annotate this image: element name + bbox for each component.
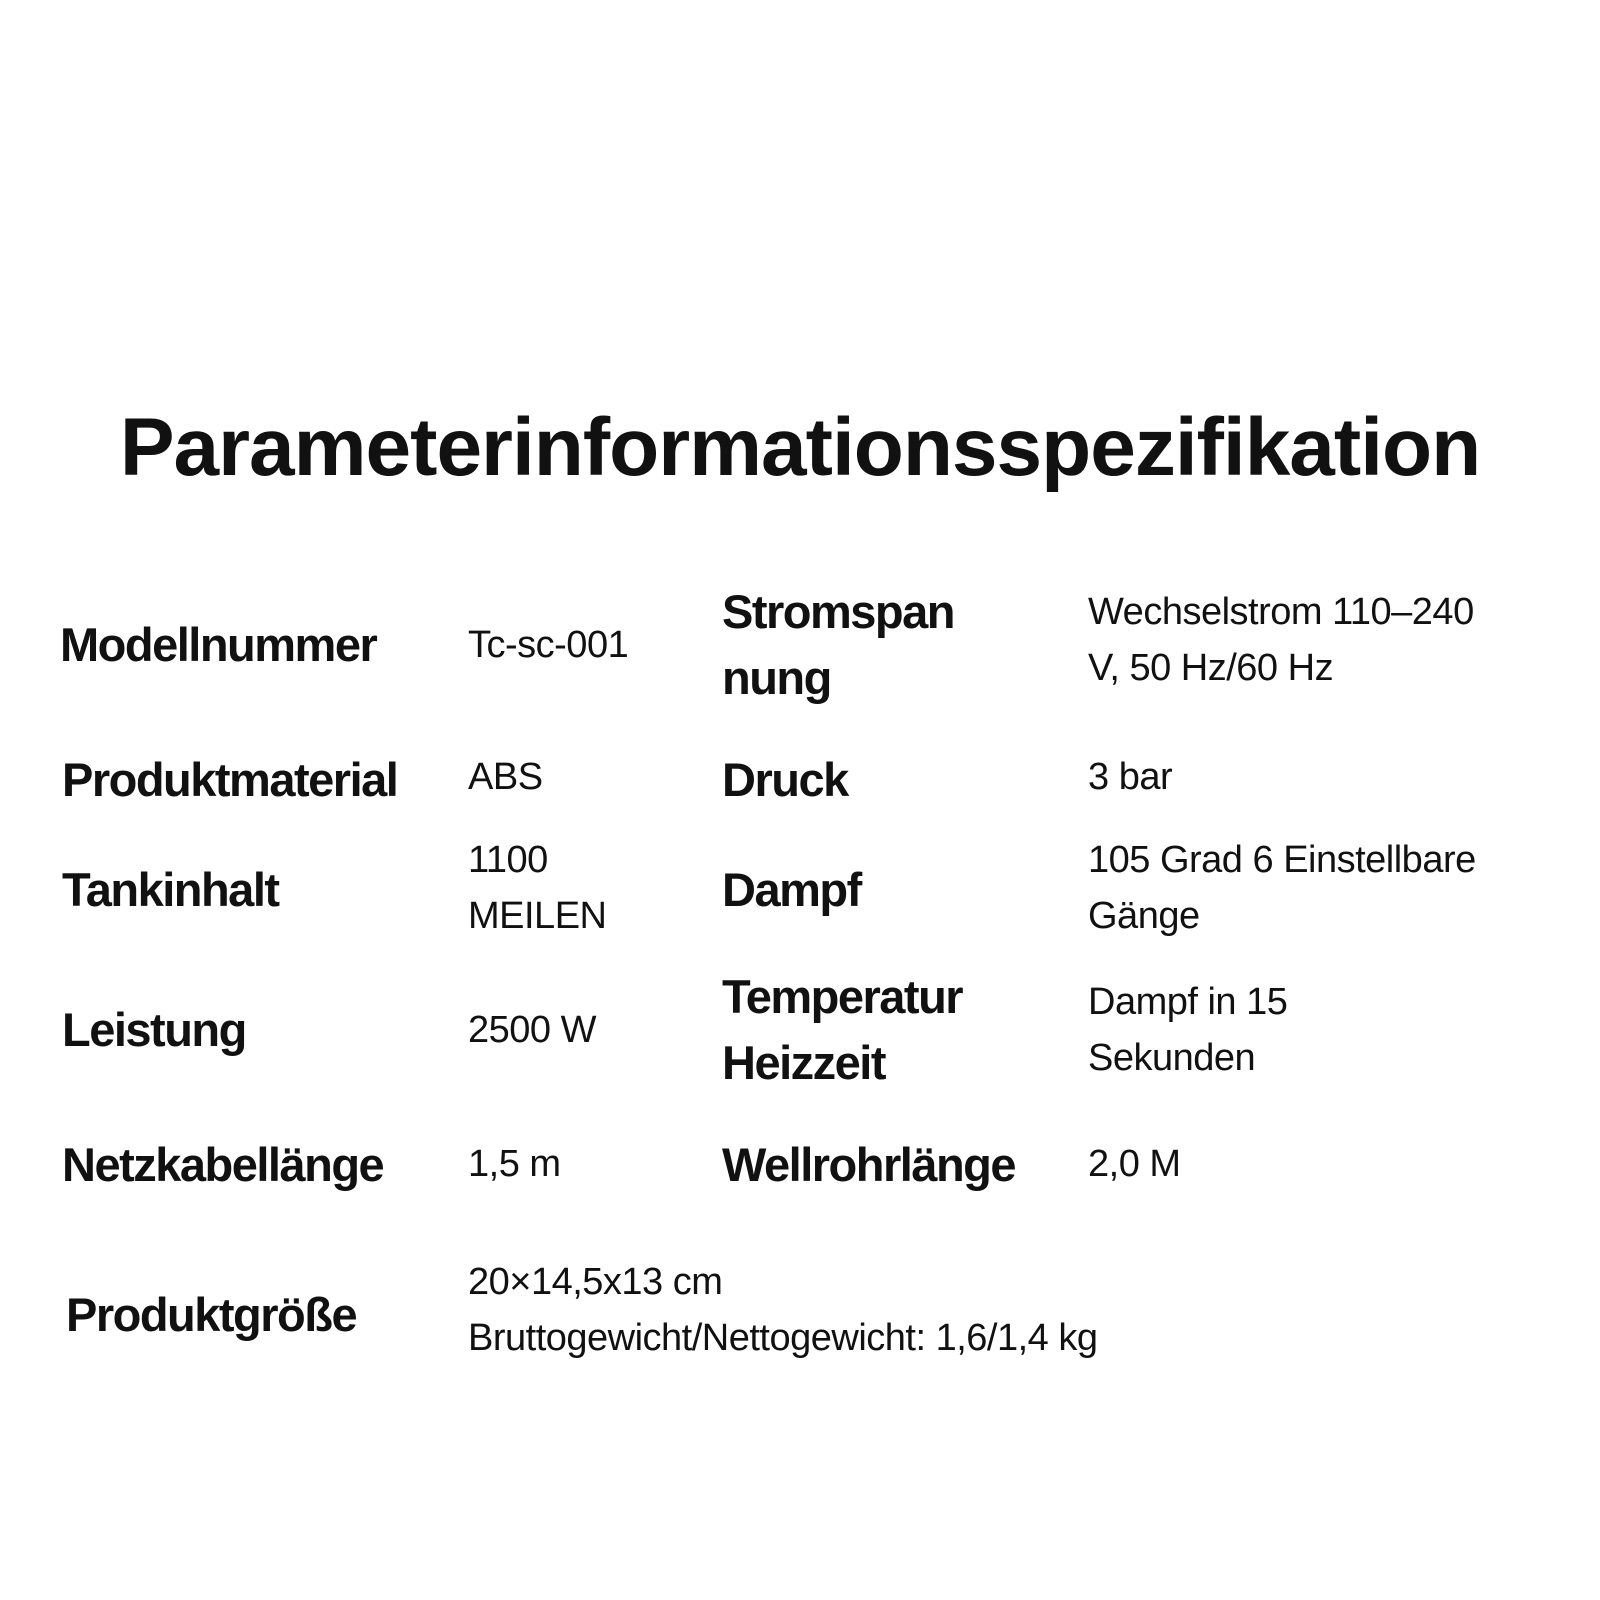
- spec-value-model-number: Tc-sc-001: [468, 624, 629, 666]
- spec-label-cable-length: Netzkabellänge: [62, 1138, 384, 1191]
- spec-value-material: ABS: [468, 756, 543, 798]
- spec-value-voltage: Wechselstrom 110–240 V, 50 Hz/60 Hz: [1088, 591, 1474, 689]
- spec-label-model-number: Modellnummer: [60, 618, 377, 671]
- spec-label-tank-capacity: Tankinhalt: [62, 863, 279, 916]
- spec-label-product-size: Produktgröße: [66, 1288, 357, 1341]
- spec-value-steam: 105 Grad 6 Einstellbare Gänge: [1088, 839, 1476, 937]
- spec-label-voltage: Stromspan nung: [722, 585, 954, 704]
- spec-value-hose-length: 2,0 M: [1088, 1143, 1181, 1185]
- spec-value-cable-length: 1,5 m: [468, 1143, 561, 1185]
- spec-value-power: 2500 W: [468, 1009, 596, 1051]
- spec-label-pressure: Druck: [722, 753, 848, 806]
- spec-label-material: Produktmaterial: [62, 753, 398, 806]
- page-title: Parameterinformationsspezifikation: [119, 402, 1481, 493]
- spec-value-tank-capacity: 1100 MEILEN: [468, 839, 607, 937]
- spec-value-heating-time: Dampf in 15 Sekunden: [1088, 981, 1288, 1079]
- spec-value-pressure: 3 bar: [1088, 756, 1173, 798]
- spec-label-hose-length: Wellrohrlänge: [722, 1138, 1016, 1191]
- spec-label-heating-time: Temperatur Heizzeit: [722, 970, 963, 1089]
- spec-label-power: Leistung: [62, 1003, 246, 1056]
- spec-label-steam: Dampf: [722, 863, 861, 916]
- spec-value-product-size: 20×14,5x13 cm Bruttogewicht/Nettogewicht: 1,6/1,4 kg: [468, 1261, 1098, 1359]
